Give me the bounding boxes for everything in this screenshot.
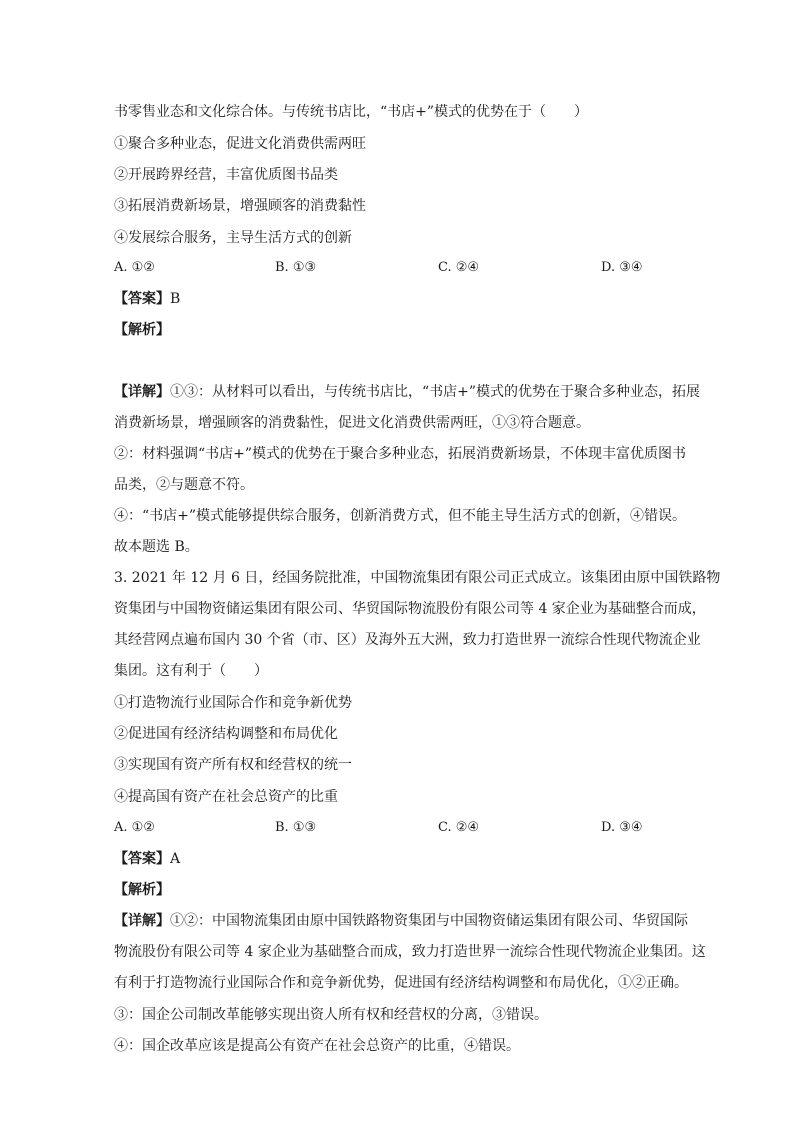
q3-item-1: ①打造物流行业国际合作和竞争新优势 [114,695,352,711]
q2-analysis-tag: 【解析】 [114,322,170,338]
q3-options [114,818,714,838]
q3-detail-tag: 【详解】 [114,913,170,929]
q2-detail-line-5: ④：“书店+”模式能够提供综合服务，创新消费方式，但不能主导生活方式的创新，④错误。 [114,508,687,524]
q3-detail-line-1 [114,911,688,931]
q3-detail-line-2: 物流股份有限公司等 4 家企业为基础整合而成，致力打造世界一流综合性现代物流企业集团。这 [114,944,706,960]
q2-option-c: C. ②④ [438,260,480,275]
q2-option-d: D. ③④ [601,260,643,275]
q3-stem-line-1: 3. 2021 年 12 月 6 日，经国务院批准，中国物流集团有限公司正式成立。该集团由原中国铁路物 [114,570,721,586]
q3-answer: A [170,851,181,867]
q2-item-1: ①聚合多种业态，促进文化消费供需两旺 [114,136,366,152]
q2-answer: B [170,291,181,307]
q2-item-3: ③拓展消费新场景，增强顾客的消费黏性 [114,198,366,214]
q2-detail-tag: 【详解】 [114,384,170,400]
q3-option-a: A. ①② [114,820,155,835]
q3-option-d: D. ③④ [601,820,643,835]
q3-stem-line-2: 资集团与中国物资储运集团有限公司、华贸国际物流股份有限公司等 4 家企业为基础整合而成， [114,601,706,617]
q2-answer-line [114,289,180,309]
q3-option-b: B. ①③ [275,820,317,835]
q2-answer-tag: 【答案】 [114,291,170,307]
q3-detail-line-4: ③：国企公司制改革能够实现出资人所有权和经营权的分离，③错误。 [114,1007,548,1023]
q3-item-3: ③实现国有资产所有权和经营权的统一 [114,757,352,773]
q2-stem-end: 书零售业态和文化综合体。与传统书店比，“书店+”模式的优势在于（ ） [114,104,589,120]
q3-detail-line-3: 有利于打造物流行业国际合作和竞争新优势，促进国有经济结构调整和布局优化，①②正确。 [114,975,688,991]
q2-detail-line-4: 品类，②与题意不符。 [114,477,254,493]
q3-option-c: C. ②④ [438,820,480,835]
q3-item-2: ②促进国有经济结构调整和布局优化 [114,726,338,742]
q2-item-4: ④发展综合服务，主导生活方式的创新 [114,230,352,246]
q2-option-a: A. ①② [114,260,155,275]
q2-options [114,258,714,278]
q3-answer-line [114,849,180,869]
q3-detail-line-5: ④：国企改革应该是提高公有资产在社会总资产的比重，④错误。 [114,1038,520,1054]
q2-detail-text-1: ①③：从材料可以看出，与传统书店比，“书店+”模式的优势在于聚合多种业态，拓展 [170,384,701,400]
q3-answer-tag: 【答案】 [114,851,170,867]
q2-detail-line-6: 故本题选 B。 [114,539,199,555]
q2-detail-line-2: 消费新场景，增强顾客的消费黏性，促进文化消费供需两旺，①③符合题意。 [114,415,590,431]
q2-item-2: ②开展跨界经营，丰富优质图书品类 [114,167,338,183]
q2-detail-line-3: ②：材料强调“书店+”模式的优势在于聚合多种业态，拓展消费新场景，不体现丰富优质图书 [114,446,687,462]
q3-stem-line-4: 集团。这有利于（ ） [114,663,268,679]
q3-item-4: ④提高国有资产在社会总资产的比重 [114,789,338,805]
q2-option-b: B. ①③ [275,260,317,275]
q3-stem-line-3: 其经营网点遍布国内 30 个省（市、区）及海外五大洲，致力打造世界一流综合性现代物流企业 [114,632,701,648]
q3-analysis-tag: 【解析】 [114,882,170,898]
q2-detail-line-1 [114,382,700,402]
q3-detail-text-1: ①②：中国物流集团由原中国铁路物资集团与中国物资储运集团有限公司、华贸国际 [170,913,688,929]
